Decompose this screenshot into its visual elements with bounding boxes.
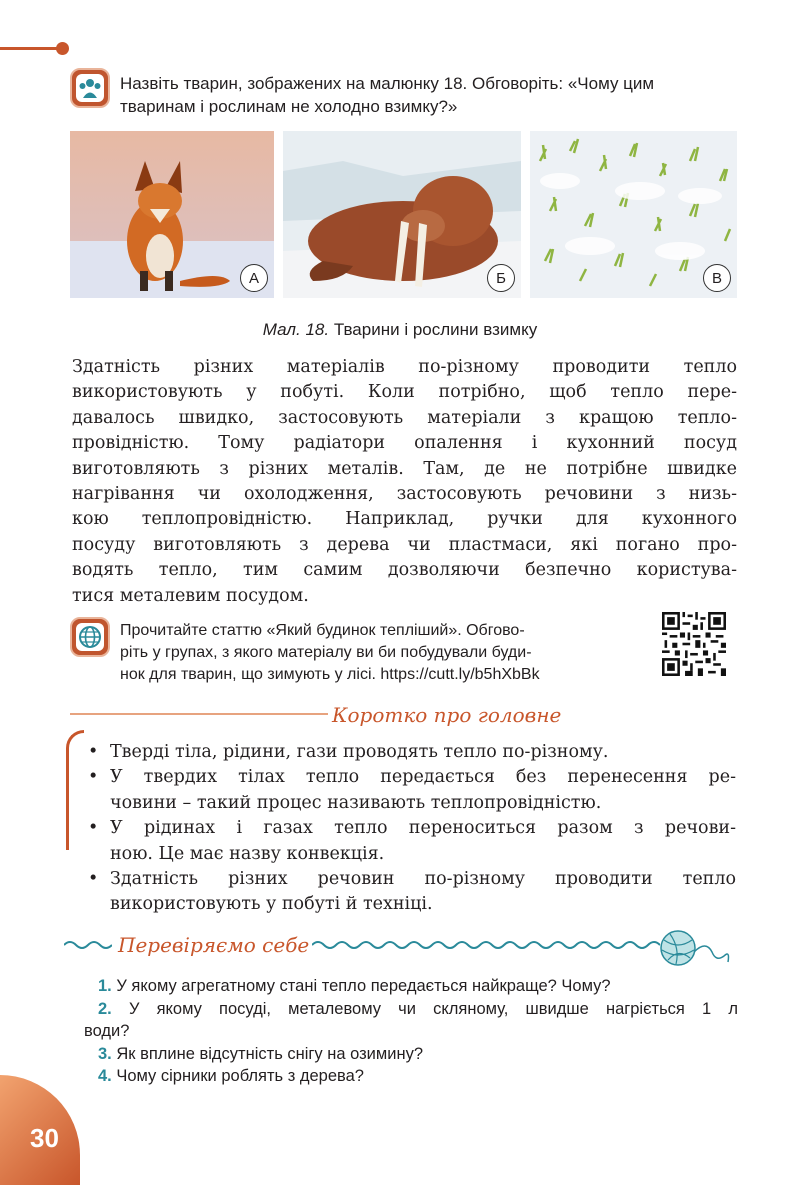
task-read-article-text xyxy=(120,620,632,686)
question-item: 2. У якому посуді, металевому чи скляному, швидше нагріється 1 л xyxy=(98,999,738,1018)
summary-heading: Коротко про головне xyxy=(332,703,562,727)
wave-decor-left xyxy=(64,938,112,952)
figure-caption xyxy=(0,320,800,340)
list-item: • У твердих тілах тепло передається без перенесення ре- xyxy=(88,767,736,788)
photo-label-v: В xyxy=(703,264,731,292)
body-line: кою теплопровідністю. Наприклад, ручки для кухонного xyxy=(72,509,737,530)
photo-label-b: Б xyxy=(487,264,515,292)
question-item-cont: води? xyxy=(84,1022,130,1040)
page-number: 30 xyxy=(30,1123,59,1153)
qr-code-icon[interactable] xyxy=(662,612,726,676)
question-item: 3. Як вплине відсутність снігу на озимину? xyxy=(98,1044,424,1063)
list-item-cont: використовують у побуті й техніці. xyxy=(110,894,433,915)
summary-list xyxy=(88,740,736,918)
task-line: Прочитайте статтю «Який будинок тепліший». Обгово- xyxy=(120,622,525,639)
top-decor-line xyxy=(0,47,60,50)
discussion-group-icon xyxy=(70,68,110,108)
task-discussion-text xyxy=(120,72,740,118)
photo-walrus xyxy=(283,131,521,298)
body-line: використовують у побуті. Коли потрібно, щоб тепло пере- xyxy=(72,382,737,403)
task-line: ріть у групах, з якого матеріалу ви би побудували буди- xyxy=(120,644,532,661)
task-line: Назвіть тварин, зображених на малюнку 18. Обговоріть: «Чому цим xyxy=(120,74,655,93)
task-line: тваринам і рослинам не холодно взимку?» xyxy=(120,97,458,116)
list-item: • У рідинах і газах тепло переноситься разом з речови- xyxy=(88,818,736,839)
body-line: водять тепло, тим самим дозволяючи безпечно користува- xyxy=(72,560,737,581)
figure-caption-text: Тварини і рослини взимку xyxy=(333,320,538,339)
list-item: • Здатність різних речовин по-різному проводити тепло xyxy=(88,869,736,890)
body-line: давалось швидко, застосовують матеріали з кращою тепло- xyxy=(72,407,737,428)
summary-divider xyxy=(70,713,328,715)
body-line: посуду виготовляють з дерева чи пластмаси, які погано про- xyxy=(72,534,737,555)
task-line[interactable]: нок для тварин, що зимують у лісі. https://cutt.ly/b5hXbBk xyxy=(120,666,540,683)
question-item: 1. У якому агрегатному стані тепло передається найкраще? Чому? xyxy=(98,977,611,995)
yarn-ball-icon xyxy=(656,928,732,972)
list-item-cont: човини – такий процес називають теплопровідністю. xyxy=(110,792,602,813)
globe-icon xyxy=(70,617,110,657)
list-item: • Тверді тіла, рідини, гази проводять тепло по-різному. xyxy=(88,742,609,762)
list-item-cont: ною. Це має назву конвекція. xyxy=(110,843,385,864)
summary-bracket xyxy=(66,730,84,850)
body-line: нагрівання чи охолодження, застосовують речовини з низь- xyxy=(72,484,737,505)
body-line: Здатність різних матеріалів по-різному проводити тепло xyxy=(72,357,737,377)
body-line: тися металевим посудом. xyxy=(72,585,309,606)
check-heading: Перевіряємо себе xyxy=(118,933,310,957)
photo-label-a: А xyxy=(240,264,268,292)
question-item: 4. Чому сірники роблять з дерева? xyxy=(98,1067,364,1085)
body-line: виготовляють з різних металів. Там, де не потрібне швидке xyxy=(72,458,737,479)
body-line: провідністю. Тому радіатори опалення і кухонний посуд xyxy=(72,433,737,454)
top-decor-dot xyxy=(56,42,69,55)
body-paragraph xyxy=(72,355,737,609)
photo-fox xyxy=(70,131,274,298)
photo-winter-crops xyxy=(530,131,737,298)
figure-caption-prefix: Мал. 18. xyxy=(262,320,330,339)
question-list xyxy=(86,975,738,1088)
wave-decor-right xyxy=(312,938,660,952)
